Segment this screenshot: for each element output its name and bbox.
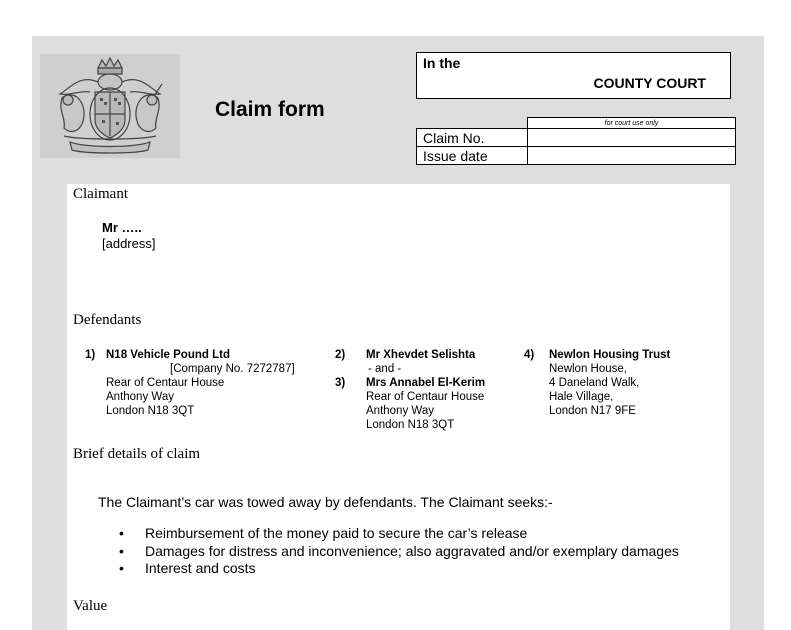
address-line: Rear of Centaur House — [366, 391, 485, 403]
claim-bullet-list — [115, 525, 679, 578]
address-line: Newlon House, — [549, 363, 627, 375]
issue-date-field[interactable] — [528, 147, 736, 165]
address-line: London N17 9FE — [549, 405, 636, 417]
claim-details-table — [416, 117, 736, 165]
court-use-only-label: for court use only — [528, 118, 736, 129]
defendant-1 — [85, 348, 315, 420]
value-heading: Value — [73, 598, 108, 614]
page-title: Claim form — [215, 98, 325, 121]
claimant-address: [address] — [102, 236, 156, 251]
claim-form-page — [32, 36, 764, 630]
address-line: London N18 3QT — [366, 419, 455, 431]
defendants-heading: Defendants — [73, 312, 142, 328]
defendant-name: Mr Xhevdet Selishta — [366, 349, 476, 361]
royal-coat-of-arms-icon — [40, 54, 180, 158]
list-item: • Damages for distress and inconvenience; also aggravated and/or exemplary damages — [115, 543, 679, 561]
claimant-name: Mr ….. — [102, 220, 142, 235]
defendant-name: Newlon Housing Trust — [549, 349, 671, 361]
defendant-4 — [524, 348, 714, 420]
address-line: Anthony Way — [106, 391, 174, 403]
address-line: Rear of Centaur House — [106, 377, 225, 389]
claimant-heading: Claimant — [73, 186, 128, 202]
address-line: London N18 3QT — [106, 405, 195, 417]
defendants-2-3 — [335, 348, 505, 438]
address-line: Hale Village, — [549, 391, 614, 403]
in-the-label: In the — [423, 55, 461, 71]
address-line: Anthony Way — [366, 405, 434, 417]
claim-no-label: Claim No. — [417, 129, 528, 147]
defendant-joiner: - and - — [368, 363, 402, 375]
brief-details-heading: Brief details of claim — [73, 446, 201, 462]
issue-date-label: Issue date — [417, 147, 528, 165]
defendant-name: Mrs Annabel El-Kerim — [366, 377, 486, 389]
defendant-name: N18 Vehicle Pound Ltd — [106, 349, 230, 361]
court-name: COUNTY COURT — [593, 75, 706, 91]
defendant-number: 1) — [85, 349, 96, 361]
defendant-number: 2) — [335, 349, 346, 361]
court-box — [416, 52, 731, 99]
list-item: • Interest and costs — [115, 560, 679, 578]
address-line: 4 Daneland Walk, — [549, 377, 640, 389]
defendant-number: 4) — [524, 349, 535, 361]
claim-intro: The Claimant’s car was towed away by defendants. The Claimant seeks:- — [98, 494, 553, 510]
form-content — [67, 184, 730, 630]
claim-no-field[interactable] — [528, 129, 736, 147]
company-number: [Company No. 7272787] — [170, 363, 295, 375]
defendant-number: 3) — [335, 377, 346, 389]
list-item: • Reimbursement of the money paid to secure the car’s release — [115, 525, 679, 543]
